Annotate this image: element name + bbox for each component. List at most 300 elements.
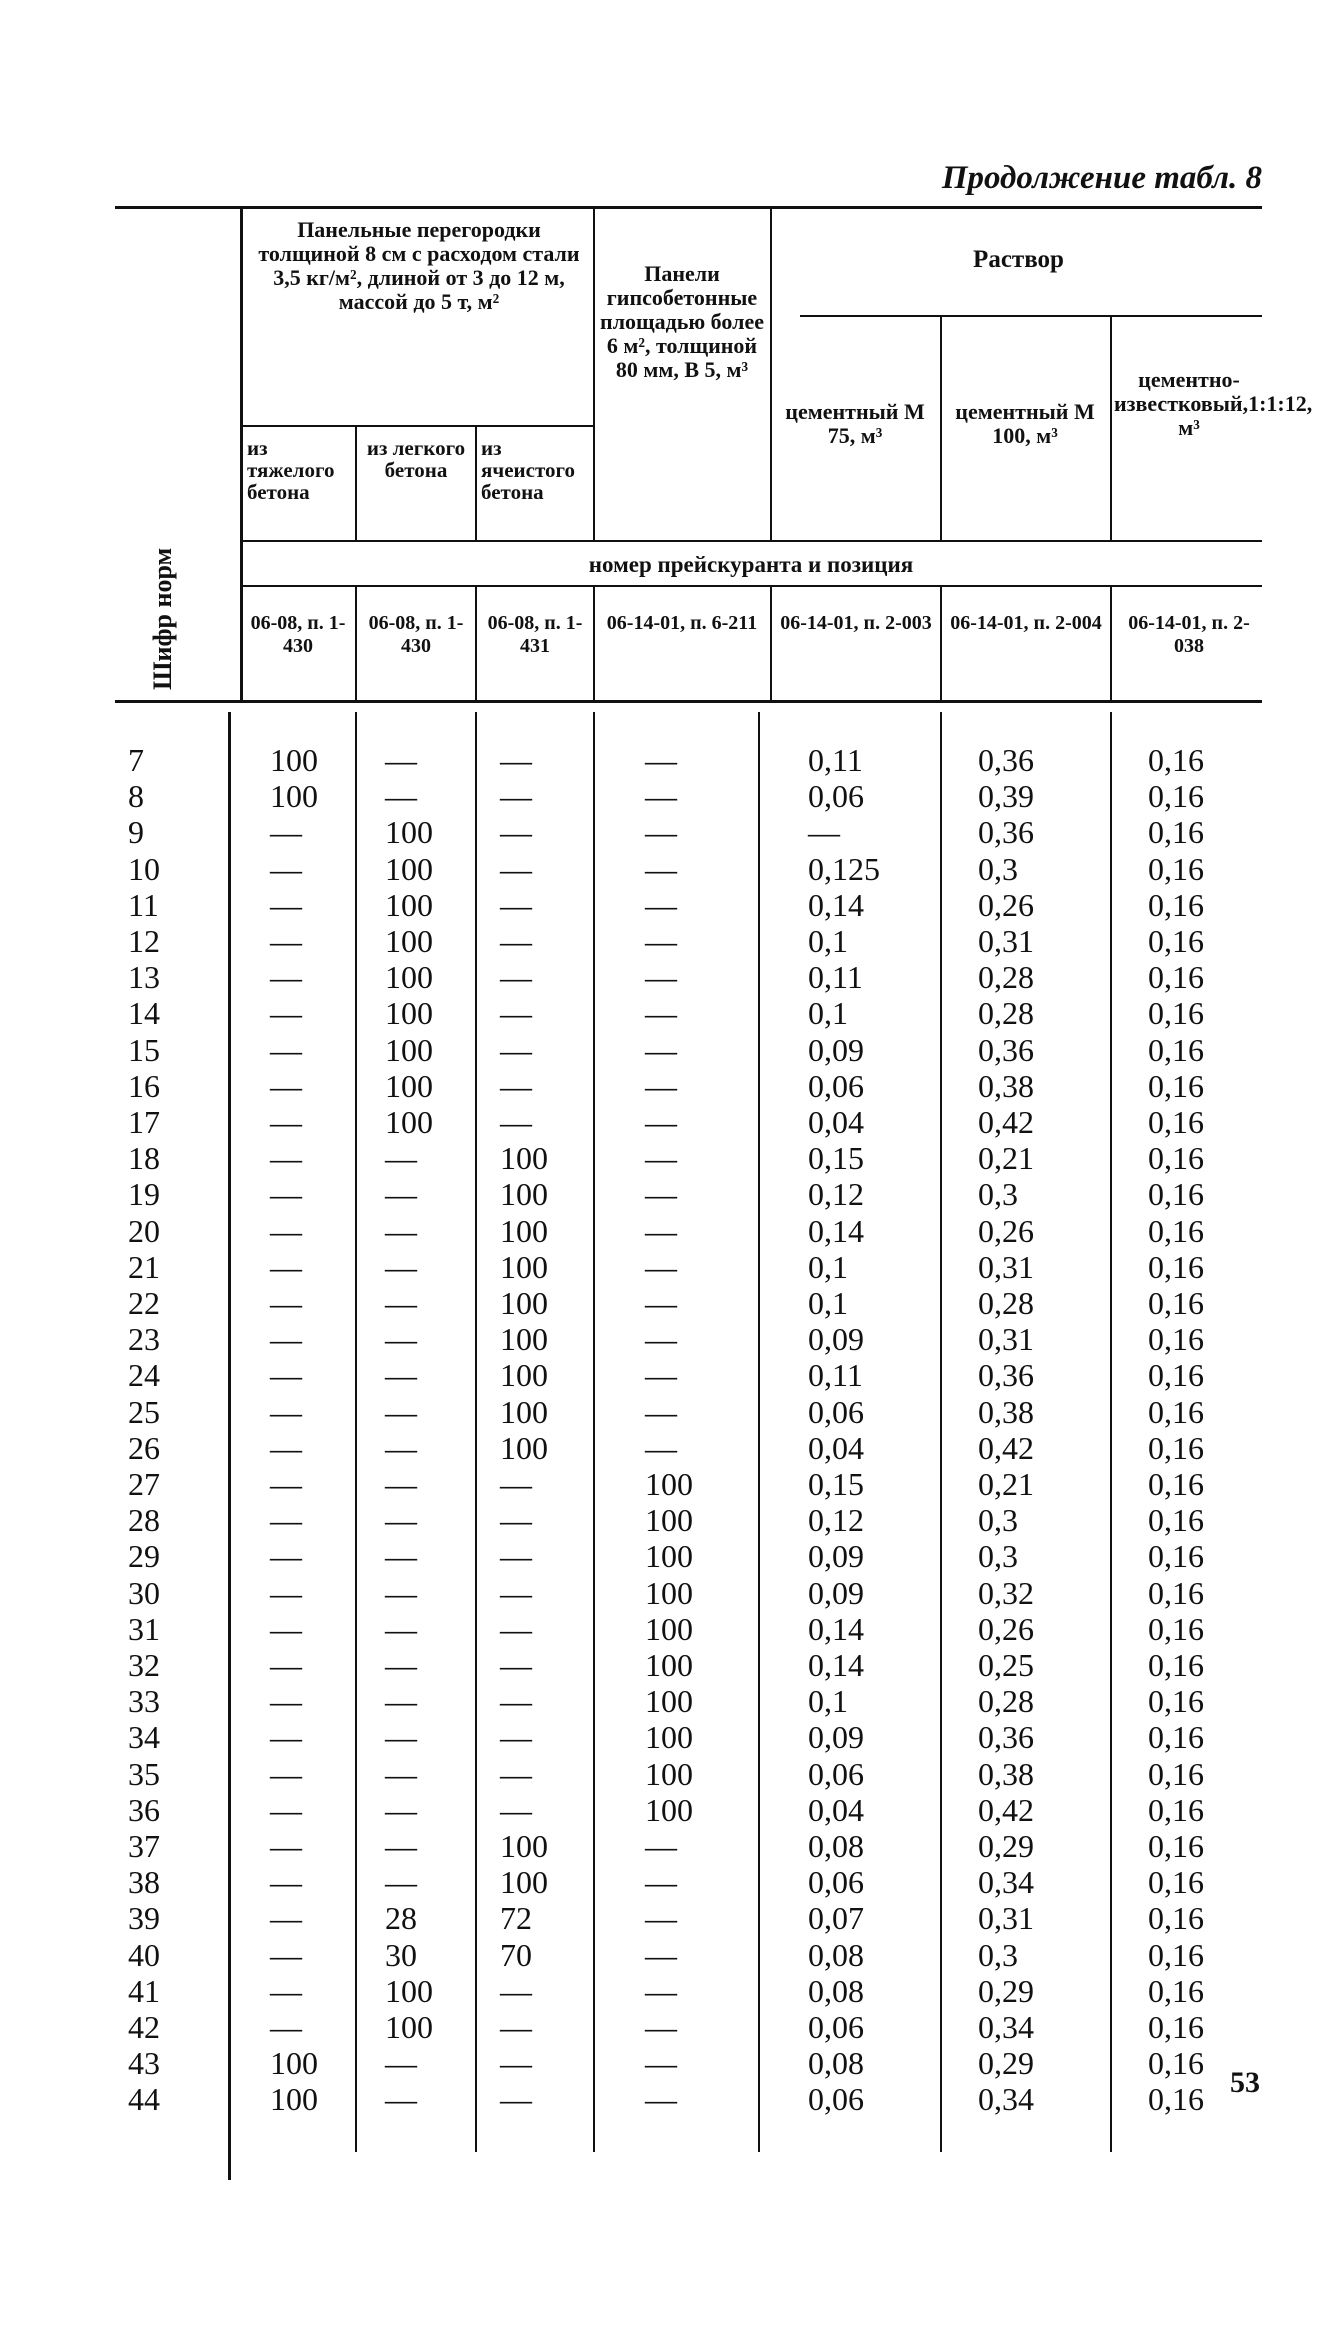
mortar-lime-cell: 0,16 — [1148, 1321, 1204, 1358]
gypsum-panel-cell: — — [645, 1864, 677, 1901]
table-row — [0, 2081, 1328, 2117]
heavy-concrete-cell: — — [270, 1538, 302, 1575]
cellular-concrete-cell: — — [500, 1502, 532, 1539]
mortar-group-header: Раствор — [973, 246, 1064, 273]
table-row — [0, 778, 1328, 814]
col-heavy-header: из тяжелого бетона — [247, 436, 335, 504]
code-cell: 06-08, п. 1-430 — [250, 612, 346, 657]
panels-group-rule — [240, 425, 593, 427]
mortar-lime-cell: 0,16 — [1148, 1791, 1204, 1828]
mortar-lime-cell: 0,16 — [1148, 959, 1204, 996]
mortar-m100-cell: 0,36 — [978, 1031, 1034, 1068]
heavy-concrete-cell: — — [270, 1140, 302, 1177]
mortar-lime-cell: 0,16 — [1148, 1357, 1204, 1394]
light-concrete-cell: — — [385, 1610, 417, 1647]
gypsum-panel-cell: — — [645, 2081, 677, 2118]
norm-code-cell: 38 — [128, 1864, 160, 1901]
heavy-concrete-cell: — — [270, 1321, 302, 1358]
mortar-m75-cell: 0,1 — [808, 923, 848, 959]
table-row — [0, 995, 1328, 1031]
heavy-concrete-cell: — — [270, 1574, 302, 1611]
norm-code-cell: 41 — [128, 1972, 160, 2009]
mortar-m100-cell: 0,36 — [978, 1357, 1034, 1394]
table-row — [0, 1900, 1328, 1936]
page-number: 53 — [1230, 2066, 1260, 2099]
gypsum-panel-cell: — — [645, 2045, 677, 2082]
heavy-concrete-cell: — — [270, 1429, 302, 1466]
table-row — [0, 1176, 1328, 1212]
norm-code-cell: 33 — [128, 1683, 160, 1720]
code-cell: 06-08, п. 1-431 — [487, 612, 583, 657]
mortar-m100-cell: 0,31 — [978, 1321, 1034, 1358]
mortar-m100-cell: 0,29 — [978, 2045, 1034, 2082]
table-row — [0, 1466, 1328, 1502]
mortar-lime-cell: 0,16 — [1148, 1755, 1204, 1792]
cellular-concrete-cell: — — [500, 814, 532, 851]
mortar-m75-cell: 0,06 — [808, 2009, 864, 2045]
heavy-concrete-cell: — — [270, 1104, 302, 1140]
table-row — [0, 1719, 1328, 1755]
mortar-lime-cell: 0,16 — [1148, 2081, 1204, 2118]
mortar-m100-cell: 0,42 — [978, 1104, 1034, 1140]
gypsum-panel-cell: — — [645, 1828, 677, 1864]
vline-header-2 — [475, 427, 477, 540]
mortar-m100-cell: 0,31 — [978, 923, 1034, 959]
cellular-concrete-cell: — — [500, 1538, 532, 1575]
norm-code-cell: 32 — [128, 1647, 160, 1683]
mortar-lime-cell: 0,16 — [1148, 1610, 1204, 1647]
heavy-concrete-cell: — — [270, 2009, 302, 2045]
table-row — [0, 1683, 1328, 1719]
mortar-lime-cell: 0,16 — [1148, 1393, 1204, 1430]
table-row — [0, 2045, 1328, 2081]
mortar-m75-cell: 0,08 — [808, 1972, 864, 2009]
light-concrete-cell: — — [385, 1755, 417, 1792]
light-concrete-cell: — — [385, 778, 417, 815]
table-row — [0, 1937, 1328, 1973]
mortar-m75-cell: 0,09 — [808, 1574, 864, 1611]
light-concrete-cell: — — [385, 742, 417, 778]
col-cell-header: из ячеистого бетона — [481, 436, 575, 504]
table-row — [0, 1140, 1328, 1176]
heavy-concrete-cell: — — [270, 1357, 302, 1394]
heavy-concrete-cell: — — [270, 959, 302, 996]
norm-code-cell: 8 — [128, 778, 144, 815]
mortar-m75-cell: 0,09 — [808, 1719, 864, 1756]
mortar-m100-cell: 0,42 — [978, 1429, 1034, 1466]
gypsum-panel-cell: — — [645, 1321, 677, 1358]
mortar-m100-cell: 0,39 — [978, 778, 1034, 815]
table-row — [0, 923, 1328, 959]
mortar-m75-cell: 0,06 — [808, 1755, 864, 1792]
cellular-concrete-cell: — — [500, 1719, 532, 1756]
col-m100-header: цементный М 100, м³ — [955, 399, 1095, 448]
gypsum-panel-cell: — — [645, 1212, 677, 1249]
cellular-concrete-cell: 100 — [500, 1140, 548, 1177]
vline-code-6 — [1110, 587, 1112, 700]
mortar-lime-cell: 0,16 — [1148, 1176, 1204, 1213]
gypsum-panel-cell: 100 — [645, 1610, 693, 1647]
table-row — [0, 959, 1328, 995]
light-concrete-cell: — — [385, 1828, 417, 1864]
light-concrete-cell: — — [385, 1357, 417, 1394]
cellular-concrete-cell: 100 — [500, 1321, 548, 1358]
cellular-concrete-cell: 100 — [500, 1357, 548, 1394]
mortar-m75-cell: 0,1 — [808, 1683, 848, 1720]
light-concrete-cell: — — [385, 1574, 417, 1611]
col-m75-header: цементный М 75, м³ — [785, 399, 925, 448]
mortar-group-rule — [800, 315, 1262, 317]
heavy-concrete-cell: — — [270, 1719, 302, 1756]
mortar-m75-cell: 0,06 — [808, 1067, 864, 1104]
norm-code-cell: 36 — [128, 1791, 160, 1828]
mortar-lime-cell: 0,16 — [1148, 1719, 1204, 1756]
mortar-lime-cell: 0,16 — [1148, 1936, 1204, 1973]
vline-header-6 — [1110, 317, 1112, 540]
gypsum-panel-cell: 100 — [645, 1719, 693, 1756]
mortar-lime-cell: 0,16 — [1148, 1067, 1204, 1104]
mortar-m100-cell: 0,31 — [978, 1248, 1034, 1285]
light-concrete-cell: 100 — [385, 959, 433, 996]
mortar-m75-cell: 0,07 — [808, 1900, 864, 1937]
gypsum-panel-cell: — — [645, 1936, 677, 1973]
norm-code-cell: 43 — [128, 2045, 160, 2082]
light-concrete-cell: 30 — [385, 1936, 417, 1973]
heavy-concrete-cell: — — [270, 1285, 302, 1321]
norm-code-cell: 11 — [128, 886, 159, 923]
mortar-m100-cell: 0,3 — [978, 1502, 1018, 1539]
mortar-m75-cell: 0,1 — [808, 1248, 848, 1285]
norm-code-cell: 19 — [128, 1176, 160, 1213]
cellular-concrete-cell: 72 — [500, 1900, 532, 1937]
heavy-concrete-cell: — — [270, 1900, 302, 1937]
mortar-m75-cell: 0,125 — [808, 850, 880, 887]
heavy-concrete-cell: — — [270, 850, 302, 887]
mortar-lime-cell: 0,16 — [1148, 1683, 1204, 1720]
mortar-m100-cell: 0,28 — [978, 959, 1034, 996]
table-row — [0, 1068, 1328, 1104]
norm-code-cell: 7 — [128, 742, 144, 778]
heavy-concrete-cell: 100 — [270, 2045, 318, 2082]
mortar-lime-cell: 0,16 — [1148, 1864, 1204, 1901]
mortar-m100-cell: 0,26 — [978, 1610, 1034, 1647]
mortar-lime-cell: 0,16 — [1148, 923, 1204, 959]
light-concrete-cell: — — [385, 1393, 417, 1430]
cellular-concrete-cell: — — [500, 2009, 532, 2045]
mortar-lime-cell: 0,16 — [1148, 1104, 1204, 1140]
table-row — [0, 1249, 1328, 1285]
table-caption: Продолжение табл. 8 — [941, 160, 1262, 196]
norm-code-cell: 37 — [128, 1828, 160, 1864]
gypsum-panel-cell: 100 — [645, 1574, 693, 1611]
heavy-concrete-cell: — — [270, 1393, 302, 1430]
mortar-m75-cell: 0,09 — [808, 1031, 864, 1068]
gypsum-panel-cell: — — [645, 886, 677, 923]
norm-code-cell: 9 — [128, 814, 144, 851]
table-row — [0, 814, 1328, 850]
heavy-concrete-cell: 100 — [270, 2081, 318, 2118]
gypsum-panel-cell: — — [645, 2009, 677, 2045]
table-row — [0, 1575, 1328, 1611]
gypsum-panel-cell: — — [645, 1248, 677, 1285]
heavy-concrete-cell: — — [270, 1502, 302, 1539]
cellular-concrete-cell: 100 — [500, 1212, 548, 1249]
mortar-lime-cell: 0,16 — [1148, 1647, 1204, 1683]
gypsum-panel-cell: — — [645, 1393, 677, 1430]
light-concrete-cell: — — [385, 1683, 417, 1720]
code-cell: 06-14-01, п. 6-211 — [606, 612, 758, 634]
code-cell: 06-08, п. 1-430 — [368, 612, 464, 657]
table-row — [0, 1430, 1328, 1466]
gypsum-panel-cell: — — [645, 1285, 677, 1321]
cellular-concrete-cell: — — [500, 1647, 532, 1683]
mortar-m75-cell: 0,06 — [808, 778, 864, 815]
light-concrete-cell: — — [385, 1248, 417, 1285]
mortar-m75-cell: 0,04 — [808, 1791, 864, 1828]
mortar-m75-cell: 0,06 — [808, 1864, 864, 1901]
vline-header-1 — [355, 427, 357, 540]
light-concrete-cell: — — [385, 1864, 417, 1901]
table-row — [0, 742, 1328, 778]
light-concrete-cell: — — [385, 1176, 417, 1213]
gypsum-panel-cell: — — [645, 1067, 677, 1104]
mortar-m75-cell: 0,09 — [808, 1538, 864, 1575]
mortar-m100-cell: 0,29 — [978, 1828, 1034, 1864]
gypsum-panel-cell: — — [645, 959, 677, 996]
cellular-concrete-cell: — — [500, 923, 532, 959]
norm-code-cell: 28 — [128, 1502, 160, 1539]
header-bottom-rule — [115, 700, 1262, 703]
gypsum-panel-cell: — — [645, 923, 677, 959]
light-concrete-cell: 100 — [385, 923, 433, 959]
table-row — [0, 1032, 1328, 1068]
vline-code-3 — [593, 587, 595, 700]
light-concrete-cell: — — [385, 1502, 417, 1539]
gypsum-panel-cell: — — [645, 1357, 677, 1394]
gypsum-panel-cell: — — [645, 1176, 677, 1213]
mortar-m100-cell: 0,28 — [978, 1285, 1034, 1321]
light-concrete-cell: 100 — [385, 2009, 433, 2045]
light-concrete-cell: — — [385, 1647, 417, 1683]
table-row — [0, 851, 1328, 887]
heavy-concrete-cell: — — [270, 995, 302, 1032]
mortar-m100-cell: 0,3 — [978, 1936, 1018, 1973]
mortar-lime-cell: 0,16 — [1148, 1574, 1204, 1611]
heavy-concrete-cell: — — [270, 1176, 302, 1213]
table-row — [0, 1973, 1328, 2009]
mortar-m75-cell: 0,11 — [808, 959, 863, 996]
cellular-concrete-cell: — — [500, 995, 532, 1032]
heavy-concrete-cell: — — [270, 1828, 302, 1864]
col-lime-header: цементно-известковый,1:1:12, м³ — [1114, 367, 1313, 440]
mortar-m100-cell: 0,3 — [978, 850, 1018, 887]
light-concrete-cell: — — [385, 1140, 417, 1177]
mortar-m75-cell: 0,14 — [808, 1610, 864, 1647]
gypsum-panel-cell: — — [645, 814, 677, 851]
table-row — [0, 1647, 1328, 1683]
table-row — [0, 1756, 1328, 1792]
cellular-concrete-cell: — — [500, 1972, 532, 2009]
heavy-concrete-cell: — — [270, 1466, 302, 1502]
mortar-m75-cell: 0,11 — [808, 742, 863, 778]
light-concrete-cell: — — [385, 1212, 417, 1249]
mortar-m75-cell: 0,12 — [808, 1176, 864, 1213]
mortar-lime-cell: 0,16 — [1148, 1248, 1204, 1285]
mortar-lime-cell: 0,16 — [1148, 1538, 1204, 1575]
norm-code-cell: 12 — [128, 923, 160, 959]
light-concrete-cell: 28 — [385, 1900, 417, 1937]
cellular-concrete-cell: 100 — [500, 1864, 548, 1901]
gypsum-panel-cell: — — [645, 995, 677, 1032]
mortar-m75-cell: 0,04 — [808, 1429, 864, 1466]
code-cell: 06-14-01, п. 2-003 — [780, 612, 932, 634]
vline-header-4 — [770, 208, 772, 540]
heavy-concrete-cell: — — [270, 1248, 302, 1285]
cellular-concrete-cell: — — [500, 1610, 532, 1647]
mortar-m100-cell: 0,21 — [978, 1140, 1034, 1177]
norm-code-cell: 34 — [128, 1719, 160, 1756]
norm-code-cell: 31 — [128, 1610, 160, 1647]
norm-code-cell: 15 — [128, 1031, 160, 1068]
cellular-concrete-cell: — — [500, 850, 532, 887]
cellular-concrete-cell: 100 — [500, 1248, 548, 1285]
mortar-m100-cell: 0,38 — [978, 1067, 1034, 1104]
mortar-m100-cell: 0,38 — [978, 1755, 1034, 1792]
table-row — [0, 1538, 1328, 1574]
mortar-lime-cell: 0,16 — [1148, 1466, 1204, 1502]
mortar-lime-cell: 0,16 — [1148, 886, 1204, 923]
light-concrete-cell: 100 — [385, 850, 433, 887]
light-concrete-cell: — — [385, 1538, 417, 1575]
table-row — [0, 1285, 1328, 1321]
norm-code-cell: 17 — [128, 1104, 160, 1140]
mortar-m75-cell: — — [808, 814, 840, 851]
light-concrete-cell: 100 — [385, 814, 433, 851]
gypsum-panel-cell: — — [645, 1900, 677, 1937]
mortar-m75-cell: 0,06 — [808, 2081, 864, 2118]
gypsum-panel-cell: — — [645, 1104, 677, 1140]
light-concrete-cell: — — [385, 2081, 417, 2118]
light-concrete-cell: 100 — [385, 1972, 433, 2009]
row-header-label: Шифр норм — [148, 547, 177, 690]
mortar-lime-cell: 0,16 — [1148, 1828, 1204, 1864]
norm-code-cell: 18 — [128, 1140, 160, 1177]
norm-code-cell: 35 — [128, 1755, 160, 1792]
vline-code-1 — [355, 587, 357, 700]
vline-header-3 — [593, 208, 595, 540]
gypsum-panel-cell: — — [645, 1031, 677, 1068]
mortar-m100-cell: 0,34 — [978, 1864, 1034, 1901]
mortar-m75-cell: 0,1 — [808, 1285, 848, 1321]
norm-code-cell: 20 — [128, 1212, 160, 1249]
mortar-lime-cell: 0,16 — [1148, 1502, 1204, 1539]
table-row — [0, 1213, 1328, 1249]
cellular-concrete-cell: 100 — [500, 1828, 548, 1864]
light-concrete-cell: 100 — [385, 1031, 433, 1068]
table-row — [0, 1864, 1328, 1900]
gypsum-panel-cell: 100 — [645, 1791, 693, 1828]
mortar-m75-cell: 0,15 — [808, 1140, 864, 1177]
mortar-lime-cell: 0,16 — [1148, 1031, 1204, 1068]
mortar-lime-cell: 0,16 — [1148, 742, 1204, 778]
vline-code-2 — [475, 587, 477, 700]
norm-code-cell: 27 — [128, 1466, 160, 1502]
table-row — [0, 1792, 1328, 1828]
mortar-lime-cell: 0,16 — [1148, 1429, 1204, 1466]
mortar-m100-cell: 0,29 — [978, 1972, 1034, 2009]
cellular-concrete-cell: 100 — [500, 1429, 548, 1466]
mortar-m100-cell: 0,31 — [978, 1900, 1034, 1937]
norm-code-cell: 16 — [128, 1067, 160, 1104]
mortar-lime-cell: 0,16 — [1148, 1140, 1204, 1177]
heavy-concrete-cell: — — [270, 1864, 302, 1901]
norm-code-cell: 25 — [128, 1393, 160, 1430]
light-concrete-cell: — — [385, 1321, 417, 1358]
table-row — [0, 1502, 1328, 1538]
vline-code-5 — [940, 587, 942, 700]
mortar-m100-cell: 0,3 — [978, 1176, 1018, 1213]
mortar-lime-cell: 0,16 — [1148, 2045, 1204, 2082]
mortar-m100-cell: 0,34 — [978, 2081, 1034, 2118]
cellular-concrete-cell: — — [500, 959, 532, 996]
mortar-lime-cell: 0,16 — [1148, 850, 1204, 887]
light-concrete-cell: 100 — [385, 886, 433, 923]
mortar-m75-cell: 0,12 — [808, 1502, 864, 1539]
norm-code-cell: 14 — [128, 995, 160, 1032]
cellular-concrete-cell: — — [500, 2045, 532, 2082]
heavy-concrete-cell: — — [270, 886, 302, 923]
gypsum-panel-cell: — — [645, 742, 677, 778]
gypsum-panel-cell: 100 — [645, 1683, 693, 1720]
cellular-concrete-cell: — — [500, 2081, 532, 2118]
heavy-concrete-cell: — — [270, 1647, 302, 1683]
table-row — [0, 1104, 1328, 1140]
gypsum-panel-cell: 100 — [645, 1647, 693, 1683]
norm-code-cell: 10 — [128, 850, 160, 887]
light-concrete-cell: 100 — [385, 1067, 433, 1104]
mortar-m100-cell: 0,26 — [978, 1212, 1034, 1249]
mortar-lime-cell: 0,16 — [1148, 1900, 1204, 1937]
mortar-lime-cell: 0,16 — [1148, 995, 1204, 1032]
mortar-lime-cell: 0,16 — [1148, 778, 1204, 815]
light-concrete-cell: — — [385, 1719, 417, 1756]
price-list-band: номер прейскуранта и позиция — [588, 552, 914, 577]
heavy-concrete-cell: — — [270, 1755, 302, 1792]
cellular-concrete-cell: — — [500, 1067, 532, 1104]
norm-code-cell: 29 — [128, 1538, 160, 1575]
mortar-m100-cell: 0,38 — [978, 1393, 1034, 1430]
norm-code-cell: 30 — [128, 1574, 160, 1611]
band-bottom-rule — [240, 585, 1262, 587]
vline-code-4 — [770, 587, 772, 700]
mortar-lime-cell: 0,16 — [1148, 1972, 1204, 2009]
mortar-m75-cell: 0,08 — [808, 2045, 864, 2082]
cellular-concrete-cell: 100 — [500, 1176, 548, 1213]
mortar-lime-cell: 0,16 — [1148, 814, 1204, 851]
mortar-m100-cell: 0,28 — [978, 1683, 1034, 1720]
heavy-concrete-cell: 100 — [270, 742, 318, 778]
table-row — [0, 2009, 1328, 2045]
gypsum-panel-cell: — — [645, 1972, 677, 2009]
mortar-m75-cell: 0,1 — [808, 995, 848, 1032]
cellular-concrete-cell: — — [500, 778, 532, 815]
light-concrete-cell: 100 — [385, 1104, 433, 1140]
mortar-m75-cell: 0,08 — [808, 1936, 864, 1973]
mortar-m75-cell: 0,14 — [808, 886, 864, 923]
norm-code-cell: 42 — [128, 2009, 160, 2045]
mortar-lime-cell: 0,16 — [1148, 2009, 1204, 2045]
mortar-m100-cell: 0,25 — [978, 1647, 1034, 1683]
